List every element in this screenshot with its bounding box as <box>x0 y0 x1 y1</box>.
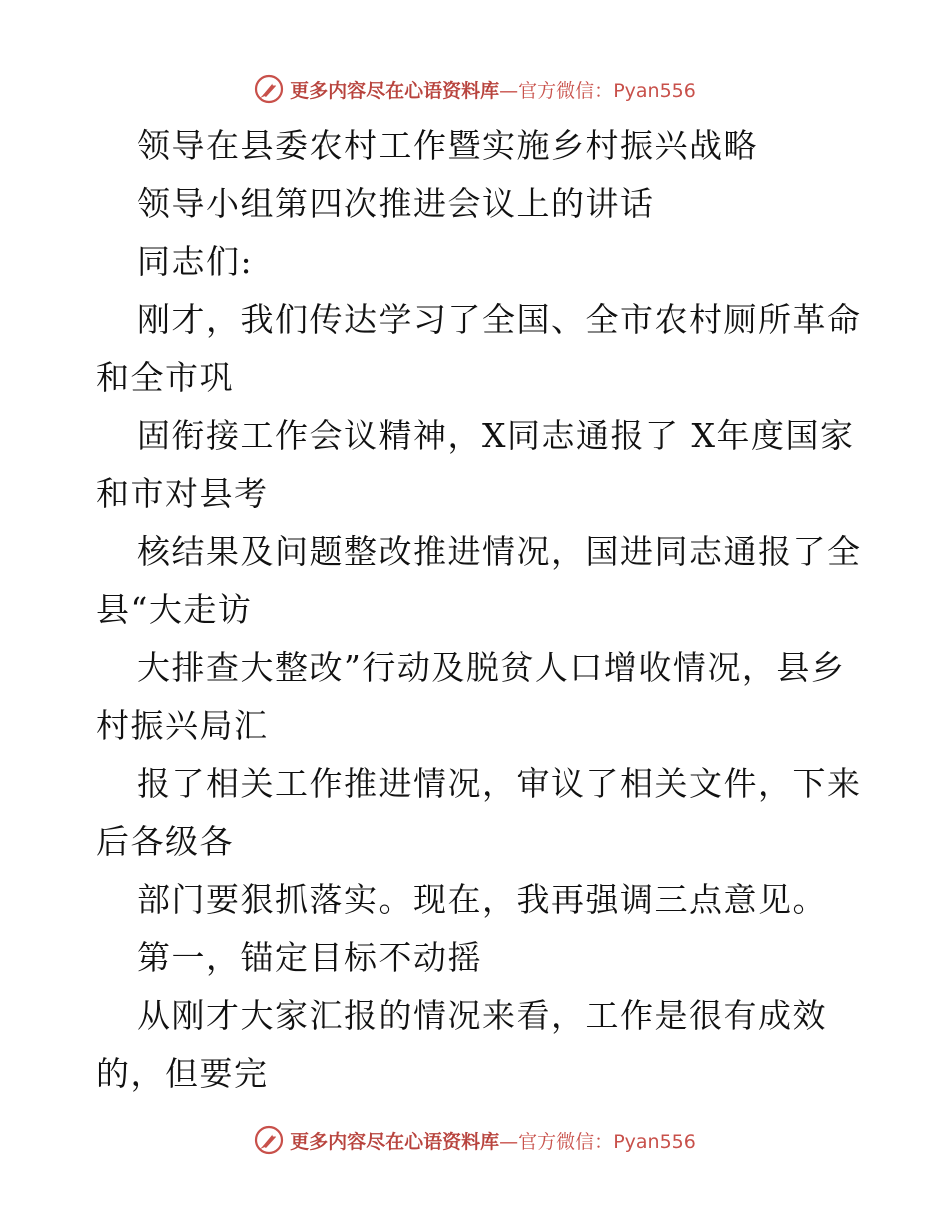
watermark-dash: — <box>499 1130 519 1153</box>
watermark-wechat-id: Pyan556 <box>613 79 696 102</box>
title-line-1: 领导在县委农村工作暨实施乡村振兴战略 <box>137 126 758 165</box>
paragraph-line: 部门要狠抓落实。现在，我再强调三点意见。 <box>137 880 827 919</box>
watermark-colon: ： <box>594 79 614 102</box>
paragraph-line: 的，但要完 <box>96 1054 269 1093</box>
paragraph-line: 和全市巩 <box>96 358 234 397</box>
watermark-official-label: 官方微信 <box>518 79 595 102</box>
title-line-2: 领导小组第四次推进会议上的讲话 <box>137 184 655 223</box>
paragraph-line: 固衔接工作会议精神，X同志通报了 X年度国家 <box>137 416 855 455</box>
watermark-dash: — <box>499 79 519 102</box>
paragraph-line: 大排查大整改”行动及脱贫人口增收情况，县乡 <box>137 648 846 687</box>
paragraph-line: 报了相关工作推进情况，审议了相关文件，下来 <box>137 764 862 803</box>
salutation: 同志们: <box>137 242 254 281</box>
paragraph-line: 后各级各 <box>96 822 234 861</box>
paragraph-line: 县“大走访 <box>96 590 253 629</box>
footer-watermark-banner <box>0 1123 950 1157</box>
section-heading: 第一，锚定目标不动摇 <box>137 938 482 977</box>
paragraph-line: 和市对县考 <box>96 474 269 513</box>
watermark-official-label: 官方微信 <box>518 1130 595 1153</box>
paragraph-line: 从刚才大家汇报的情况来看，工作是很有成效 <box>137 996 827 1035</box>
watermark-colon: ： <box>594 1130 614 1153</box>
watermark-site-name: 更多内容尽在心语资料库 <box>290 1130 500 1153</box>
pen-nib-logo-icon <box>254 1125 284 1155</box>
watermark-wechat-id: Pyan556 <box>613 1130 696 1153</box>
footer-watermark-text <box>290 1127 696 1154</box>
paragraph-line: 核结果及问题整改推进情况，国进同志通报了全 <box>137 532 862 571</box>
watermark-site-name: 更多内容尽在心语资料库 <box>290 79 500 102</box>
paragraph-line: 村振兴局汇 <box>96 706 269 745</box>
paragraph-line: 刚才，我们传达学习了全国、全市农村厕所革命 <box>137 300 862 339</box>
